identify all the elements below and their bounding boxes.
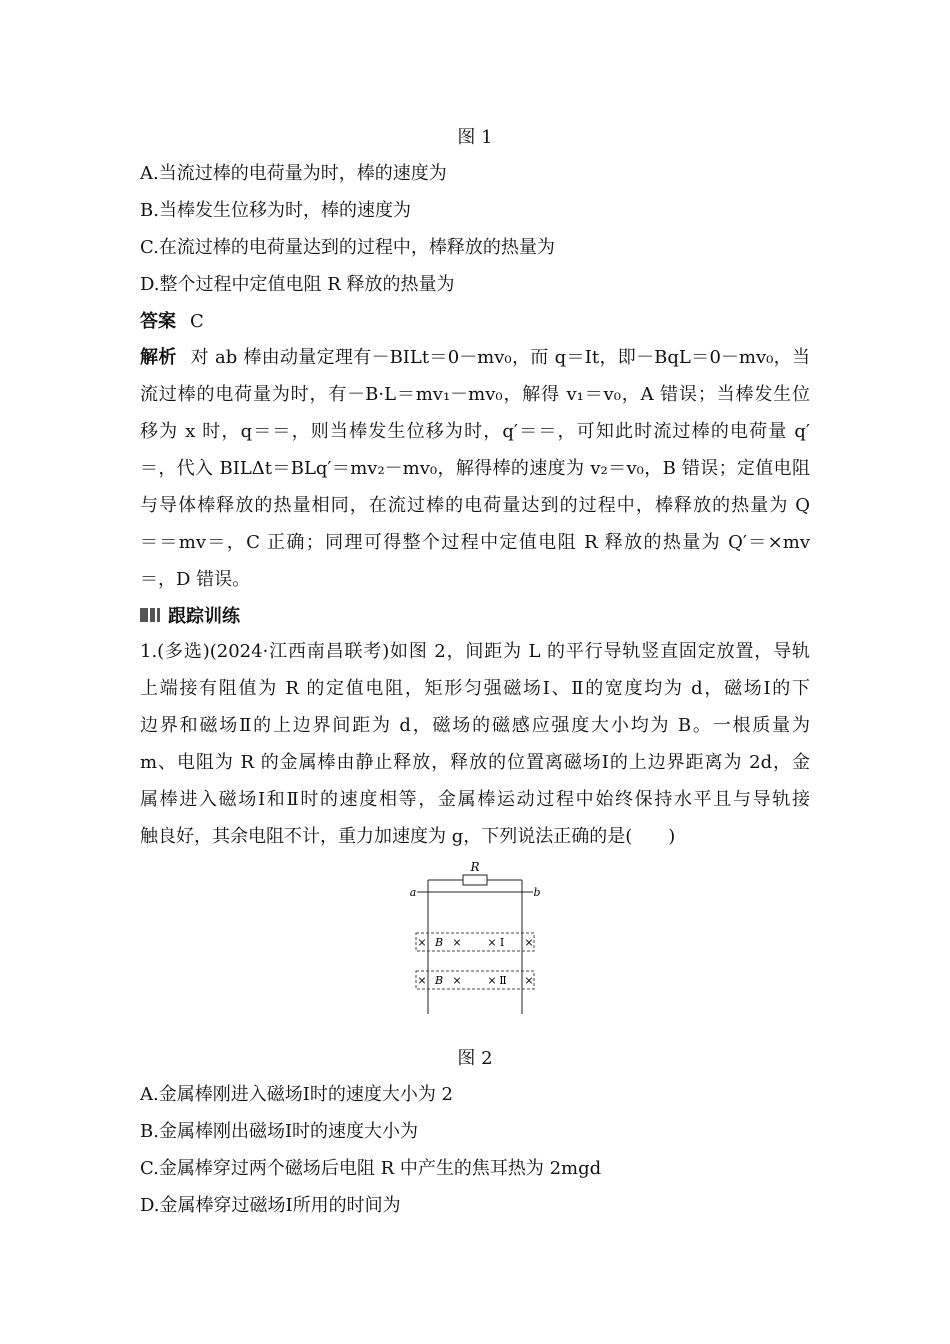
field1-b-label: B — [434, 936, 444, 949]
resistor-label: R — [470, 860, 480, 874]
field1-cross-edge: × — [524, 936, 534, 949]
answer-line — [140, 310, 204, 334]
answer-value: C — [190, 311, 204, 332]
analysis-line-3: 移为 x 时，q＝＝，则当棒发生位移为时，q′＝＝，可知此时流过棒的电荷量 q′ — [140, 421, 810, 442]
problem-line-4: m、电阻为 R 的金属棒由静止释放，释放的位置离磁场Ⅰ的上边界距离为 2d，金 — [140, 752, 810, 773]
resistor-symbol — [463, 875, 487, 885]
rail-magnetic-field-diagram — [405, 858, 545, 1018]
option-2d: D.金属棒穿过磁场Ⅰ所用的时间为 — [140, 1195, 401, 1216]
problem-line-5: 属棒进入磁场Ⅰ和Ⅱ时的速度相等，金属棒运动过程中始终保持水平且与导轨接 — [140, 789, 810, 810]
figure-2-caption: 图 2 — [457, 1048, 493, 1069]
analysis-line-5: 与导体棒释放的热量相同，在流过棒的电荷量达到的过程中，棒释放的热量为 Q — [140, 495, 810, 516]
figure-1-caption: 图 1 — [457, 127, 493, 148]
field1-cross-left: × — [417, 936, 427, 949]
option-1d: D.整个过程中定值电阻 R 释放的热量为 — [140, 274, 455, 295]
analysis-line-2: 流过棒的电荷量为时，有－B·L＝mv₁－mv₀，解得 v₁＝v₀，A 错误；当棒发生位 — [140, 384, 810, 405]
field2-cross-mid: × — [452, 974, 462, 987]
field-region-1 — [416, 933, 534, 951]
analysis-label: 解析 — [140, 347, 177, 368]
problem-line-3: 边界和磁场Ⅱ的上边界间距为 d，磁场的磁感应强度大小均为 B。一根质量为 — [140, 715, 810, 736]
field1-name: Ⅰ — [499, 936, 505, 949]
end-label-b: b — [533, 886, 541, 899]
answer-label: 答案 — [140, 311, 176, 332]
end-label-a: a — [409, 886, 417, 899]
analysis-line-4: ＝，代入 BILΔt＝BLq′＝mv₂－mv₀，解得棒的速度为 v₂＝v₀，B 错误；定值电阻 — [140, 458, 810, 479]
analysis-line-7: ＝，D 错误。 — [140, 569, 251, 590]
field2-cross-left: × — [417, 974, 427, 987]
problem-line-2: 上端接有阻值为 R 的定值电阻，矩形匀强磁场Ⅰ、Ⅱ的宽度均为 d，磁场Ⅰ的下 — [140, 678, 810, 699]
analysis-text-1: 对 ab 棒由动量定理有－BILt＝0－mv₀，而 q＝It，即－BqL＝0－mv₀，当 — [190, 347, 811, 368]
field2-cross-edge: × — [524, 974, 534, 987]
section-heading — [140, 603, 240, 627]
section-title: 跟踪训练 — [168, 606, 240, 627]
field2-cross-right: × — [487, 974, 497, 987]
option-2c: C.金属棒穿过两个磁场后电阻 R 中产生的焦耳热为 2mgd — [140, 1158, 602, 1179]
field2-name: Ⅱ — [499, 974, 507, 987]
section-bookmark-icon — [140, 606, 162, 624]
field-region-2 — [416, 971, 534, 989]
analysis-line-6: ＝＝mv＝，C 正确；同理可得整个过程中定值电阻 R 释放的热量为 Q′＝×mv — [140, 532, 811, 553]
option-1b: B.当棒发生位移为时，棒的速度为 — [140, 200, 411, 221]
field1-cross-mid: × — [452, 936, 462, 949]
option-2b: B.金属棒刚出磁场Ⅰ时的速度大小为 — [140, 1121, 419, 1142]
option-2a: A.金属棒刚进入磁场Ⅰ时的速度大小为 2 — [140, 1084, 454, 1105]
problem-line-6: 触良好，其余电阻不计，重力加速度为 g，下列说法正确的是( ) — [140, 826, 676, 847]
analysis-line-1 — [140, 346, 810, 370]
option-1c: C.在流过棒的电荷量达到的过程中，棒释放的热量为 — [140, 237, 555, 258]
option-1a: A.当流过棒的电荷量为时，棒的速度为 — [140, 163, 447, 184]
problem-line-1: 1.(多选)(2024·江西南昌联考)如图 2，间距为 L 的平行导轨竖直固定放置，导轨 — [140, 641, 810, 662]
field2-b-label: B — [434, 974, 444, 987]
field1-cross-right: × — [487, 936, 497, 949]
